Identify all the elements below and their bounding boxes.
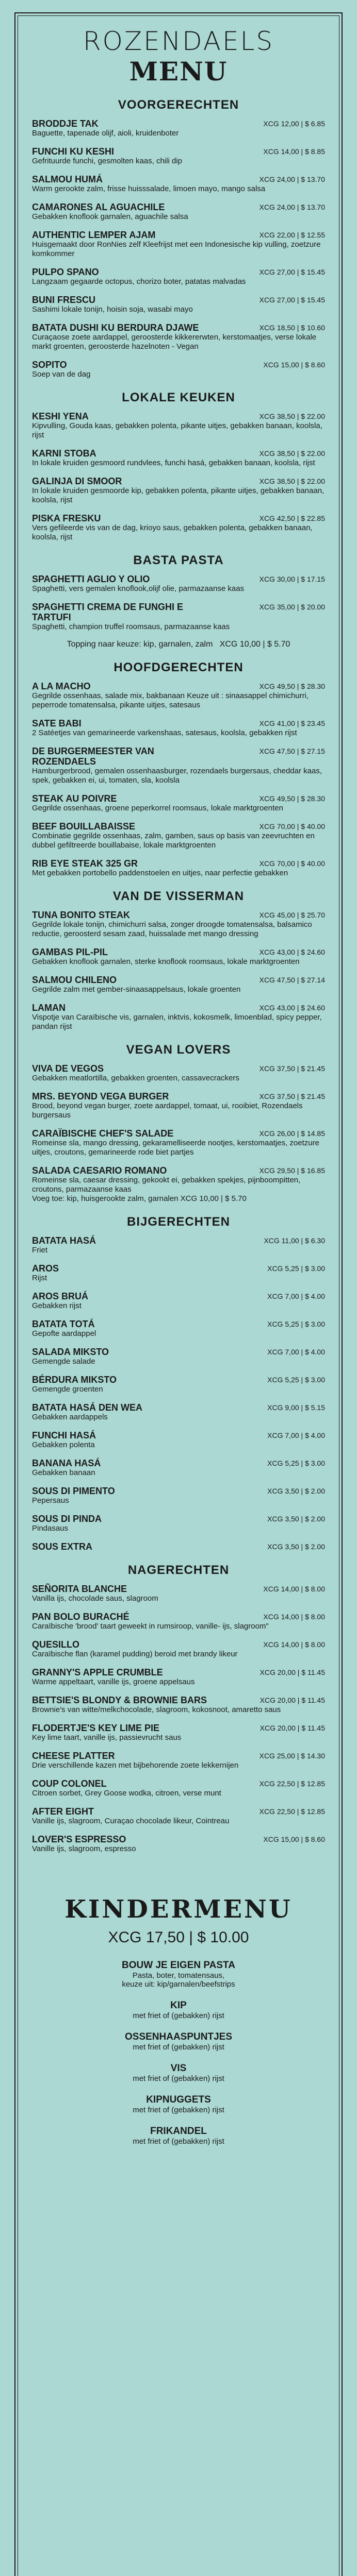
menu-item-header — [32, 1806, 325, 1817]
menu-item-header — [32, 1063, 325, 1074]
menu-item-header — [32, 202, 325, 212]
section-title: BASTA PASTA — [133, 553, 224, 567]
menu-item — [32, 910, 325, 939]
menu-item-description: Combinatie gegrilde ossenhaas, zalm, gamben, saus op basis van zeevruchten en dubbel gefiltreerde bouillabaise, lokale marktgroenten — [32, 832, 315, 850]
menu-item-name: SALMOU HUMÁ — [32, 174, 103, 184]
menu-item — [32, 1430, 325, 1450]
menu-item-description: Gemengde groenten — [32, 1385, 103, 1394]
kids-item-name: KIPNUGGETS — [146, 2094, 211, 2105]
menu-item-header — [32, 267, 325, 277]
menu-item-price: XCG 3,50 | $ 2.00 — [267, 1543, 325, 1551]
menu-item-header — [32, 1165, 325, 1176]
menu-item-price: XCG 70,00 | $ 40.00 — [259, 822, 325, 831]
menu-item-description: Vanille ijs, slagroom, espresso — [32, 1844, 136, 1853]
menu-item-header — [32, 1430, 325, 1440]
kids-menu-title: KINDERMENU — [64, 1895, 293, 1924]
menu-item — [32, 476, 325, 505]
menu-item-description: Pepersaus — [32, 1496, 69, 1505]
menu-item-header — [32, 118, 325, 129]
menu-item-header — [32, 1667, 325, 1677]
menu-item-price: XCG 20,00 | $ 11.45 — [259, 1696, 325, 1704]
menu-item-header — [32, 1639, 325, 1650]
menu-item-description: In lokale kruiden gesmoord rundvlees, funchi hasá, gebakken banaan, koolsla, rijst — [32, 459, 315, 467]
kids-item-name: OSSENHAASPUNTJES — [125, 2031, 232, 2042]
menu-item-name: QUESILLO — [32, 1639, 80, 1650]
menu-section — [32, 889, 325, 1031]
menu-item-description: Langzaam gegaarde octopus, chorizo boter, patatas malvadas — [32, 277, 246, 286]
menu-item-price: XCG 20,00 | $ 11.45 — [259, 1668, 325, 1676]
menu-item-description: Gebakken aardappels — [32, 1413, 108, 1421]
menu-item-price: XCG 45,00 | $ 25.70 — [259, 911, 325, 919]
menu-item-header — [32, 1751, 325, 1761]
menu-section — [32, 98, 325, 379]
menu-item-description: Spaghetti, champion truffel roomsaus, parmazaanse kaas — [32, 622, 230, 631]
menu-item-description: Gebakken knoflook garnalen, aguachile salsa — [32, 212, 188, 221]
menu-item — [32, 821, 325, 850]
menu-item-name: BATATA DUSHI KU BERDURA DJAWE — [32, 323, 199, 333]
menu-item — [32, 1778, 325, 1798]
menu-item-name: SOUS EXTRA — [32, 1541, 93, 1552]
menu-item-name: BEEF BOUILLABAISSE — [32, 821, 136, 832]
menu-item-description: Hamburgerbrood, gemalen ossenhaasburger, rozendaels burgersaus, cheddar kaas, spek, gebakken ei, ui, tomaten, sla, koolsla — [32, 767, 322, 785]
menu-item — [32, 448, 325, 468]
menu-item — [32, 947, 325, 967]
menu-item-header — [32, 513, 325, 523]
kids-item-description: met friet of (gebakken) rijst — [133, 2043, 224, 2052]
menu-sections — [32, 98, 325, 1854]
menu-item-header — [32, 602, 325, 622]
menu-item-name: PAN BOLO BURACHÉ — [32, 1612, 129, 1622]
menu-item-header — [32, 1695, 325, 1705]
menu-item-price: XCG 42,50 | $ 22.85 — [259, 514, 325, 522]
menu-item-name: AFTER EIGHT — [32, 1806, 94, 1817]
kids-item-name: KIP — [170, 2000, 187, 2011]
menu-item-description: Baguette, tapenade olijf, aioli, kruidenboter — [32, 129, 179, 138]
menu-item — [32, 1541, 325, 1552]
menu-item-header — [32, 947, 325, 957]
menu-item — [32, 174, 325, 194]
menu-item — [32, 1723, 325, 1742]
menu-item-name: SATE BABI — [32, 718, 82, 728]
menu-item-price: XCG 25,00 | $ 14.30 — [259, 1752, 325, 1760]
menu-item-name: SPAGHETTI AGLIO Y OLIO — [32, 574, 150, 584]
menu-item-description: Vanilla ijs, chocolade saus, slagroom — [32, 1594, 158, 1603]
menu-item-header — [32, 1541, 325, 1552]
menu-item-description: Gegrilde zalm met gember-sinaasappelsaus, lokale groenten — [32, 985, 241, 994]
menu-item — [32, 1695, 325, 1715]
menu-item-header — [32, 1402, 325, 1413]
menu-item-description: Gebakken meatlortilla, gebakken groenten, cassavecrackers — [32, 1074, 239, 1082]
menu-item-header — [32, 1347, 325, 1357]
menu-item-header — [32, 1263, 325, 1274]
menu-item-price: XCG 38,50 | $ 22.00 — [259, 477, 325, 485]
menu-item-header — [32, 230, 325, 240]
menu-item-header — [32, 718, 325, 728]
menu-item-name: GALINJA DI SMOOR — [32, 476, 122, 486]
menu-item-header — [32, 1778, 325, 1789]
menu-item-name: FLODERTJE'S KEY LIME PIE — [32, 1723, 159, 1733]
menu-item — [32, 975, 325, 994]
menu-item-description: Romeinse sla, mango dressing, gekaramelliseerde nootjes, kerstomaatjes, zoetzure uitjes, croutons, gemarineerde rode biet partjes — [32, 1139, 319, 1157]
menu-item-price: XCG 9,00 | $ 5.15 — [267, 1403, 325, 1412]
menu-item — [32, 1128, 325, 1157]
section-title: VEGAN LOVERS — [126, 1043, 231, 1057]
menu-item-price: XCG 22,00 | $ 12.55 — [259, 231, 325, 239]
menu-item-name: SEÑORITA BLANCHE — [32, 1584, 127, 1594]
menu-item-header — [32, 295, 325, 305]
menu-item-price: XCG 15,00 | $ 8.60 — [263, 361, 325, 369]
menu-item — [32, 1347, 325, 1366]
menu-item-header — [32, 746, 325, 767]
section-title: VAN DE VISSERMAN — [112, 889, 245, 903]
menu-item — [32, 718, 325, 738]
menu-item-name: BETTSIE'S BLONDY & BROWNIE BARS — [32, 1695, 207, 1705]
menu-item — [32, 1514, 325, 1533]
menu-section — [32, 660, 325, 878]
menu-item-name: SALADA MIKSTO — [32, 1347, 109, 1357]
menu-item-name: BRODDJE TAK — [32, 118, 99, 129]
menu-section — [32, 1043, 325, 1204]
menu-item — [32, 1667, 325, 1687]
menu-item-name: AUTHENTIC LEMPER AJAM — [32, 230, 156, 240]
menu-item-price: XCG 11,00 | $ 6.30 — [264, 1236, 325, 1245]
menu-item — [32, 858, 325, 878]
menu-item — [32, 118, 325, 138]
menu-item-description: Key lime taart, vanille ijs, passievrucht saus — [32, 1733, 182, 1742]
menu-item-name: CARAÏBISCHE CHEF'S SALADE — [32, 1128, 174, 1139]
menu-item — [32, 1834, 325, 1854]
menu-item-description: Curaçaose zoete aardappel, geroosterde kikkererwten, kerstomaatjes, verse lokale markt groenten, geroosterde hazelnoten - Vegan — [32, 333, 317, 351]
menu-item-name: A LA MACHO — [32, 681, 91, 691]
menu-item-price: XCG 24,00 | $ 13.70 — [259, 203, 325, 211]
menu-item-description: Caraïbische 'brood' taart geweekt in rumsiroop, vanille- ijs, slagroom" — [32, 1622, 269, 1631]
kids-item-description: met friet of (gebakken) rijst — [133, 2074, 224, 2083]
kids-menu-item — [32, 2000, 325, 2020]
menu-item-header — [32, 1291, 325, 1301]
menu-item-header — [32, 1458, 325, 1468]
menu-item-description: 2 Satéetjes van gemarineerde varkenshaas, satesaus, koolsla, gebakken rijst — [32, 728, 297, 737]
menu-item-price: XCG 22,50 | $ 12.85 — [259, 1807, 325, 1816]
menu-section — [32, 391, 325, 542]
menu-item-header — [32, 1612, 325, 1622]
menu-item-price: XCG 29,50 | $ 16.85 — [259, 1166, 325, 1175]
menu-item — [32, 1402, 325, 1422]
menu-item-name: DE BURGERMEESTER VAN ROZENDAELS — [32, 746, 154, 767]
menu-item-header — [32, 1723, 325, 1733]
menu-item-price: XCG 7,00 | $ 4.00 — [267, 1431, 325, 1439]
menu-item — [32, 1486, 325, 1505]
menu-item-description: Huisgemaakt door RonNies zelf Kleefrijst met een Indonesische kip vulling, zoetzure komkommer — [32, 240, 321, 258]
menu-item-name: COUP COLONEL — [32, 1778, 107, 1789]
menu-item-price: XCG 43,00 | $ 24.60 — [259, 1004, 325, 1012]
menu-item-description: Citroen sorbet, Grey Goose wodka, citroen, verse munt — [32, 1789, 221, 1798]
menu-item — [32, 1751, 325, 1770]
menu-item — [32, 1806, 325, 1826]
menu-item-header — [32, 411, 325, 421]
menu-item-description: Gebakken knoflook garnalen, sterke knoflook roomsaus, lokale marktgroenten — [32, 957, 300, 966]
menu-item-header — [32, 1091, 325, 1101]
menu-item-name: SALMOU CHILENO — [32, 975, 117, 985]
menu-item-price: XCG 14,00 | $ 8.85 — [263, 147, 325, 156]
menu-item-header — [32, 1235, 325, 1246]
menu-item-description: Vispotje van Caraïbische vis, garnalen, inktvis, kokosmelk, limoenblad, spicy pepper, pandan rijst — [32, 1013, 322, 1031]
menu-item-price: XCG 22,50 | $ 12.85 — [259, 1780, 325, 1788]
menu-item-name: KARNI STOBA — [32, 448, 96, 459]
menu-item-name: AROS — [32, 1263, 59, 1274]
menu-item-description: Gebakken banaan — [32, 1468, 95, 1477]
menu-item-header — [32, 1834, 325, 1844]
menu-item-name: VIVA DE VEGOS — [32, 1063, 104, 1074]
menu-item-description: Spaghetti, vers gemalen knoflook,olijf olie, parmazaanse kaas — [32, 584, 245, 593]
menu-item-description: In lokale kruiden gesmoorde kip, gebakken polenta, pikante uitjes, gebakken banaan, koolsla, rijst — [32, 486, 324, 504]
menu-item-description: Gegrilde ossenhaas, salade mix, bakbanaan Keuze uit : sinaasappel chimichurri, peperrode tomatensalsa, pikante uitjes, satesaus — [32, 691, 309, 709]
menu-item — [32, 202, 325, 222]
menu-item-description: Kipvulling, Gouda kaas, gebakken polenta, pikante uitjes, gebakken banaan, koolsla, rijst — [32, 421, 322, 439]
menu-item-price: XCG 38,50 | $ 22.00 — [259, 412, 325, 420]
menu-item-header — [32, 858, 325, 869]
section-title: VOORGERECHTEN — [118, 98, 239, 112]
menu-item-header — [32, 821, 325, 832]
menu-item-name: AROS BRUÁ — [32, 1291, 89, 1301]
menu-item-price: XCG 15,00 | $ 8.60 — [263, 1835, 325, 1843]
menu-item-price: XCG 20,00 | $ 11.45 — [259, 1724, 325, 1732]
section-title: LOKALE KEUKEN — [122, 391, 235, 404]
menu-item-price: XCG 49,50 | $ 28.30 — [259, 794, 325, 803]
menu-section — [32, 1563, 325, 1854]
menu-item — [32, 1319, 325, 1338]
kids-menu-item — [32, 2031, 325, 2052]
kids-menu-items — [32, 1960, 325, 2146]
menu-item-price: XCG 49,50 | $ 28.30 — [259, 682, 325, 690]
section-title: BIJGERECHTEN — [126, 1215, 231, 1229]
menu-item-description: Warm gerookte zalm, frisse huisssalade, limoen mayo, mango salsa — [32, 184, 266, 193]
menu-item-name: SOUS DI PINDA — [32, 1514, 102, 1524]
menu-item-name: SOUS DI PIMENTO — [32, 1486, 115, 1496]
menu-item-description: Pindasaus — [32, 1524, 69, 1533]
menu-item-name: PULPO SPANO — [32, 267, 99, 277]
menu-title-part1: ROZENDAELS — [83, 26, 274, 56]
menu-item — [32, 295, 325, 314]
menu-item-header — [32, 975, 325, 985]
menu-item — [32, 513, 325, 542]
menu-item-header — [32, 1128, 325, 1139]
menu-item-name: BÉRDURA MIKSTO — [32, 1375, 117, 1385]
menu-item-price: XCG 37,50 | $ 21.45 — [259, 1092, 325, 1100]
menu-item-price: XCG 7,00 | $ 4.00 — [267, 1292, 325, 1300]
menu-item-description: Gegrilde lokale tonijn, chimichurri salsa, zonger droogde tomatensalsa, balsamico reductie, geroosterd sesam zaad, huissalade met mango dressing — [32, 920, 312, 938]
menu-item-price: XCG 35,00 | $ 20.00 — [259, 603, 325, 611]
menu-item-price: XCG 27,00 | $ 15.45 — [259, 296, 325, 304]
menu-item-name: RIB EYE STEAK 325 GR — [32, 858, 138, 869]
menu-item-header — [32, 476, 325, 486]
menu-item-name: KESHI YENA — [32, 411, 89, 421]
menu-item — [32, 1091, 325, 1120]
menu-item-description: Gepofte aardappel — [32, 1329, 96, 1338]
menu-item-price: XCG 41,00 | $ 23.45 — [259, 719, 325, 727]
menu-item-price: XCG 43,00 | $ 24.60 — [259, 948, 325, 956]
menu-item-price: XCG 26,00 | $ 14.85 — [259, 1129, 325, 1138]
kids-menu-item — [32, 2063, 325, 2083]
menu-section — [32, 553, 325, 649]
menu-item — [32, 1235, 325, 1255]
menu-item-description: Drie verschillende kazen met bijbehorende zoete lekkernijen — [32, 1761, 239, 1770]
menu-item — [32, 230, 325, 259]
menu-item — [32, 146, 325, 166]
menu-item-description: Gebakken rijst — [32, 1301, 82, 1310]
menu-item — [32, 1291, 325, 1311]
menu-item — [32, 1003, 325, 1031]
menu-item-description: Vanille ijs, slagroom, Curaçao chocolade likeur, Cointreau — [32, 1817, 230, 1825]
menu-item-price: XCG 14,00 | $ 8.00 — [263, 1585, 325, 1593]
menu-item — [32, 1263, 325, 1283]
menu-item — [32, 1375, 325, 1394]
menu-item-header — [32, 1003, 325, 1013]
menu-item-header — [32, 1514, 325, 1524]
kids-item-name: FRIKANDEL — [150, 2126, 207, 2137]
menu-item-price: XCG 18,50 | $ 10.60 — [259, 324, 325, 332]
menu-title — [32, 26, 325, 87]
menu-item-name: LOVER'S ESPRESSO — [32, 1834, 126, 1844]
menu-item-name: CHEESE PLATTER — [32, 1751, 115, 1761]
menu-item-price: XCG 14,00 | $ 8.00 — [263, 1613, 325, 1621]
menu-item-description: Warme appeltaart, vanille ijs, groene appelsaus — [32, 1677, 195, 1686]
menu-item-name: SOPITO — [32, 360, 67, 370]
menu-section — [32, 1215, 325, 1552]
menu-item-header — [32, 1584, 325, 1594]
menu-item-price: XCG 5,25 | $ 3.00 — [267, 1264, 325, 1273]
menu-item-description: Brownie's van witte/melkchocolade, slagroom, kokosnoot, amaretto saus — [32, 1705, 281, 1714]
menu-item-price: XCG 70,00 | $ 40.00 — [259, 859, 325, 868]
menu-item-name: BATATA TOTÁ — [32, 1319, 95, 1329]
kids-menu-item — [32, 1960, 325, 1989]
menu-item-description: Gemengde salade — [32, 1357, 95, 1366]
kids-item-name: BOUW JE EIGEN PASTA — [122, 1960, 235, 1971]
menu-item — [32, 1165, 325, 1204]
menu-item-name: FUNCHI KU KESHI — [32, 146, 115, 157]
menu-item-name: SALADA CAESARIO ROMANO — [32, 1165, 167, 1176]
menu-item — [32, 1458, 325, 1478]
menu-item-description: Gegrilde ossenhaas, groene peperkorrel roomsaus, lokale marktgroenten — [32, 804, 283, 812]
menu-item — [32, 681, 325, 710]
menu-item-price: XCG 3,50 | $ 2.00 — [267, 1487, 325, 1495]
kids-item-description: met friet of (gebakken) rijst — [133, 2137, 224, 2146]
menu-item-header — [32, 174, 325, 184]
menu-item-description: Gebakken polenta — [32, 1440, 95, 1449]
menu-item-price: XCG 30,00 | $ 17.15 — [259, 575, 325, 583]
menu-item-name: STEAK AU POIVRE — [32, 793, 117, 804]
menu-item-description: Friet — [32, 1246, 47, 1255]
menu-item-price: XCG 24,00 | $ 13.70 — [259, 175, 325, 183]
menu-item-header — [32, 910, 325, 920]
section-title: HOOFDGERECHTEN — [113, 660, 244, 674]
menu-item-name: LAMAN — [32, 1003, 66, 1013]
menu-item — [32, 793, 325, 813]
menu-item-name: SPAGHETTI CREMA DE FUNGHI E TARTUFI — [32, 602, 184, 622]
menu-item-header — [32, 146, 325, 157]
menu-item — [32, 1063, 325, 1083]
menu-item-header — [32, 360, 325, 370]
menu-item-price: XCG 5,25 | $ 3.00 — [267, 1320, 325, 1328]
menu-item-description: Soep van de dag — [32, 370, 91, 379]
kids-menu — [32, 1895, 325, 2146]
menu-item-price: XCG 5,25 | $ 3.00 — [267, 1376, 325, 1384]
menu-item-header — [32, 574, 325, 584]
menu-item-header — [32, 681, 325, 691]
menu-item-price: XCG 3,50 | $ 2.00 — [267, 1515, 325, 1523]
menu-item-name: FUNCHI HASÁ — [32, 1430, 96, 1440]
menu-item-name: BATATA HASÁ — [32, 1235, 96, 1246]
menu-item-price: XCG 12,00 | $ 6.85 — [263, 120, 325, 128]
menu-item-name: CAMARONES AL AGUACHILE — [32, 202, 165, 212]
menu-item — [32, 574, 325, 594]
kids-menu-item — [32, 2094, 325, 2114]
menu-item-description: Rijst — [32, 1274, 47, 1282]
menu-item-header — [32, 793, 325, 804]
menu-item-price: XCG 5,25 | $ 3.00 — [267, 1459, 325, 1467]
menu-item-price: XCG 37,50 | $ 21.45 — [259, 1064, 325, 1073]
menu-item-price: XCG 47,50 | $ 27.14 — [259, 976, 325, 984]
menu-item-description: Vers gefileerde vis van de dag, krioyo saus, gebakken polenta, gebakken banaan, koolsla, rijst — [32, 523, 313, 541]
menu-item-description: Brood, beyond vegan burger, zoete aardappel, tomaat, ui, rooibiet, Rozendaels burgersaus — [32, 1101, 303, 1120]
menu-item-header — [32, 1375, 325, 1385]
menu-item-name: PISKA FRESKU — [32, 513, 101, 523]
menu-item-price: XCG 7,00 | $ 4.00 — [267, 1348, 325, 1356]
menu-item-description: Met gebakken portobello paddenstoelen en uitjes, naar perfectie gebakken — [32, 869, 288, 877]
kids-item-description: met friet of (gebakken) rijst — [133, 2011, 224, 2020]
menu-item — [32, 267, 325, 286]
section-note: Topping naar keuze: kip, garnalen, zalm XCG 10,00 | $ 5.70 — [67, 640, 290, 649]
menu-item-price: XCG 38,50 | $ 22.00 — [259, 449, 325, 457]
kids-item-name: VIS — [170, 2063, 187, 2074]
kids-item-description: Pasta, boter, tomatensaus, keuze uit: kip/garnalen/beefstrips — [122, 1971, 235, 1989]
section-title: NAGERECHTEN — [127, 1563, 230, 1577]
menu-item-description: Romeinse sla, caesar dressing, gekookt ei, gebakken spekjes, pijnboompitten, croutons, parmazaanse kaas Voeg toe: kip, huisgerookte zalm, garnalen XCG 10,00 | $ 5.70 — [32, 1176, 301, 1203]
menu-item-header — [32, 1319, 325, 1329]
kids-item-description: met friet of (gebakken) rijst — [133, 2106, 224, 2114]
menu-item — [32, 602, 325, 632]
kids-menu-price: XCG 17,50 | $ 10.00 — [108, 1929, 249, 1946]
menu-item — [32, 746, 325, 785]
menu-item-name: GRANNY'S APPLE CRUMBLE — [32, 1667, 163, 1677]
menu-item — [32, 411, 325, 440]
menu-item-price: XCG 14,00 | $ 8.00 — [263, 1640, 325, 1649]
menu-item-name: BANANA HASÁ — [32, 1458, 101, 1468]
menu-item-header — [32, 448, 325, 459]
menu-item-header — [32, 323, 325, 333]
menu-item-price: XCG 47,50 | $ 27.15 — [259, 747, 325, 755]
menu-item-description: Gefrituurde funchi, gesmolten kaas, chili dip — [32, 157, 182, 165]
menu-item — [32, 1584, 325, 1603]
menu-item-name: BATATA HASÁ DEN WEA — [32, 1402, 142, 1413]
menu-item — [32, 323, 325, 351]
menu-item — [32, 360, 325, 379]
menu-item — [32, 1639, 325, 1659]
menu-item-name: TUNA BONITO STEAK — [32, 910, 131, 920]
menu-item-header — [32, 1486, 325, 1496]
menu-item-description: Sashimi lokale tonijn, hoisin soja, wasabi mayo — [32, 305, 193, 314]
menu-title-part2: MENU — [129, 56, 228, 87]
menu-item-price: XCG 27,00 | $ 15.45 — [259, 268, 325, 276]
menu-item — [32, 1612, 325, 1631]
menu-item-description: Caraïbische flan (karamel pudding) beroid met brandy likeur — [32, 1650, 238, 1658]
menu-item-name: GAMBAS PIL-PIL — [32, 947, 108, 957]
kids-menu-item — [32, 2126, 325, 2146]
menu-item-name: MRS. BEYOND VEGA BURGER — [32, 1091, 169, 1101]
menu-item-name: BUNI FRESCU — [32, 295, 96, 305]
